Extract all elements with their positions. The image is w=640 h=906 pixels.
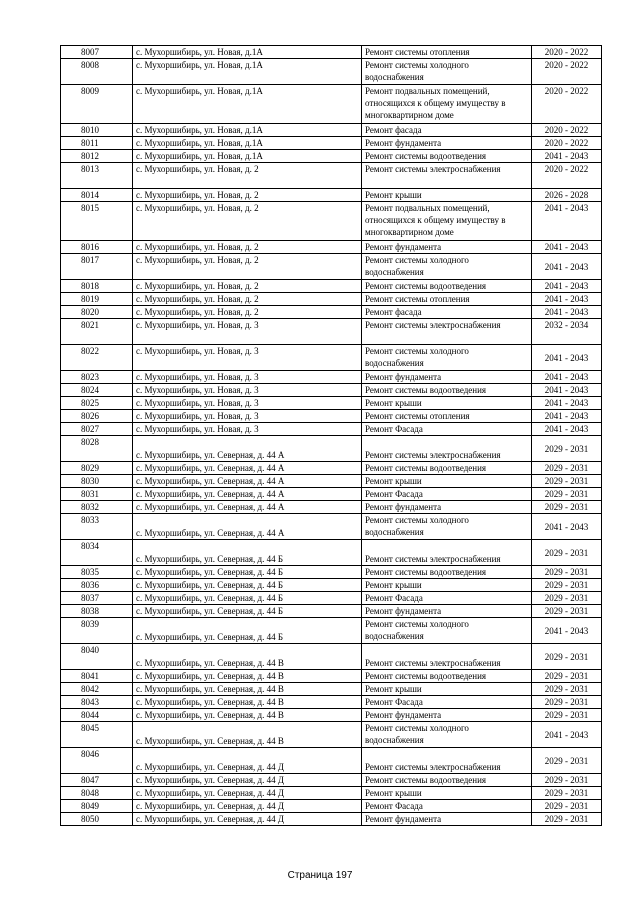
address-cell: с. Мухоршибирь, ул. Северная, д. 44 А [133,501,362,514]
row-number: 8032 [61,501,133,514]
row-number: 8018 [61,280,133,293]
period-cell: 2029 - 2031 [532,683,602,696]
row-number: 8042 [61,683,133,696]
work-type-cell: Ремонт системы водоотведения [362,462,532,475]
row-number: 8013 [61,163,133,189]
work-type-cell: Ремонт системы водоотведения [362,566,532,579]
work-type-cell: Ремонт фундамента [362,813,532,826]
work-type-cell: Ремонт системы электроснабжения [362,319,532,345]
row-number: 8028 [61,436,133,462]
period-cell: 2041 - 2043 [532,371,602,384]
work-type-cell: Ремонт Фасада [362,488,532,501]
period-cell: 2029 - 2031 [532,813,602,826]
table-row [61,46,602,59]
work-type-cell: Ремонт системы отопления [362,293,532,306]
table-row [61,605,602,618]
period-cell: 2041 - 2043 [532,618,602,644]
address-cell: с. Мухоршибирь, ул. Новая, д. 3 [133,397,362,410]
work-type-cell: Ремонт системы отопления [362,46,532,59]
table-row [61,306,602,319]
row-number: 8039 [61,618,133,644]
period-cell: 2029 - 2031 [532,605,602,618]
address-cell: с. Мухоршибирь, ул. Новая, д. 2 [133,306,362,319]
page-number: Страница 197 [287,870,353,881]
row-number: 8034 [61,540,133,566]
address-cell: с. Мухоршибирь, ул. Северная, д. 44 А [133,475,362,488]
row-number: 8022 [61,345,133,371]
period-cell: 2041 - 2043 [532,280,602,293]
row-number: 8041 [61,670,133,683]
address-cell: с. Мухоршибирь, ул. Новая, д.1А [133,59,362,85]
row-number: 8037 [61,592,133,605]
table-row [61,709,602,722]
row-number: 8008 [61,59,133,85]
table-row [61,345,602,371]
table-row [61,475,602,488]
period-cell: 2041 - 2043 [532,514,602,540]
table-row [61,241,602,254]
period-cell: 2032 - 2034 [532,319,602,345]
table-row [61,423,602,436]
period-cell: 2020 - 2022 [532,124,602,137]
period-cell: 2020 - 2022 [532,59,602,85]
table-row [61,202,602,241]
row-number: 8007 [61,46,133,59]
row-number: 8027 [61,423,133,436]
table-row [61,163,602,189]
address-cell: с. Мухоршибирь, ул. Северная, д. 44 В [133,683,362,696]
row-number: 8045 [61,722,133,748]
address-cell: с. Мухоршибирь, ул. Новая, д.1А [133,46,362,59]
address-cell: с. Мухоршибирь, ул. Новая, д. 3 [133,410,362,423]
work-type-cell: Ремонт системы холодного водоснабжения [362,722,532,748]
work-type-cell: Ремонт крыши [362,787,532,800]
table-body [61,46,602,826]
period-cell: 2029 - 2031 [532,787,602,800]
period-cell: 2041 - 2043 [532,384,602,397]
row-number: 8010 [61,124,133,137]
row-number: 8016 [61,241,133,254]
table-row [61,436,602,462]
work-type-cell: Ремонт системы отопления [362,410,532,423]
row-number: 8026 [61,410,133,423]
table-row [61,514,602,540]
work-type-cell: Ремонт системы холодного водоснабжения [362,254,532,280]
period-cell: 2020 - 2022 [532,137,602,150]
period-cell: 2041 - 2043 [532,306,602,319]
period-cell: 2029 - 2031 [532,579,602,592]
work-type-cell: Ремонт системы холодного водоснабжения [362,59,532,85]
work-type-cell: Ремонт системы холодного водоснабжения [362,618,532,644]
table-row [61,280,602,293]
period-cell: 2041 - 2043 [532,423,602,436]
row-number: 8047 [61,774,133,787]
work-type-cell: Ремонт системы водоотведения [362,150,532,163]
address-cell: с. Мухоршибирь, ул. Северная, д. 44 А [133,462,362,475]
row-number: 8012 [61,150,133,163]
work-type-cell: Ремонт фасада [362,124,532,137]
period-cell: 2020 - 2022 [532,46,602,59]
table-row [61,774,602,787]
row-number: 8025 [61,397,133,410]
table-row [61,319,602,345]
address-cell: с. Мухоршибирь, ул. Северная, д. 44 Д [133,813,362,826]
period-cell: 2029 - 2031 [532,709,602,722]
period-cell: 2029 - 2031 [532,644,602,670]
table-row [61,59,602,85]
row-number: 8048 [61,787,133,800]
row-number: 8014 [61,189,133,202]
address-cell: с. Мухоршибирь, ул. Северная, д. 44 Б [133,579,362,592]
address-cell: с. Мухоршибирь, ул. Новая, д. 2 [133,241,362,254]
work-type-cell: Ремонт Фасада [362,800,532,813]
work-type-cell: Ремонт крыши [362,579,532,592]
table-row [61,150,602,163]
row-number: 8017 [61,254,133,280]
period-cell: 2029 - 2031 [532,566,602,579]
address-cell: с. Мухоршибирь, ул. Северная, д. 44 Б [133,592,362,605]
table-row [61,293,602,306]
table-row [61,189,602,202]
address-cell: с. Мухоршибирь, ул. Новая, д.1А [133,137,362,150]
address-cell: с. Мухоршибирь, ул. Новая, д. 2 [133,189,362,202]
work-type-cell: Ремонт системы электроснабжения [362,540,532,566]
table-row [61,813,602,826]
table-row [61,683,602,696]
period-cell: 2026 - 2028 [532,189,602,202]
row-number: 8019 [61,293,133,306]
period-cell: 2041 - 2043 [532,254,602,280]
work-type-cell: Ремонт системы водоотведения [362,670,532,683]
work-type-cell: Ремонт системы электроснабжения [362,163,532,189]
address-cell: с. Мухоршибирь, ул. Северная, д. 44 Б [133,605,362,618]
period-cell: 2041 - 2043 [532,293,602,306]
work-type-cell: Ремонт Фасада [362,592,532,605]
period-cell: 2029 - 2031 [532,696,602,709]
period-cell: 2029 - 2031 [532,540,602,566]
table-row [61,488,602,501]
work-type-cell: Ремонт фасада [362,306,532,319]
work-type-cell: Ремонт фундамента [362,709,532,722]
row-number: 8043 [61,696,133,709]
work-type-cell: Ремонт системы электроснабжения [362,644,532,670]
table-row [61,384,602,397]
period-cell: 2029 - 2031 [532,670,602,683]
address-cell: с. Мухоршибирь, ул. Северная, д. 44 А [133,488,362,501]
period-cell: 2029 - 2031 [532,436,602,462]
address-cell: с. Мухоршибирь, ул. Новая, д. 3 [133,423,362,436]
period-cell: 2029 - 2031 [532,488,602,501]
table-row [61,644,602,670]
table-row [61,124,602,137]
table-row [61,670,602,683]
period-cell: 2029 - 2031 [532,475,602,488]
row-number: 8035 [61,566,133,579]
period-cell: 2029 - 2031 [532,774,602,787]
row-number: 8038 [61,605,133,618]
table-row [61,397,602,410]
work-type-cell: Ремонт фундамента [362,241,532,254]
work-type-cell: Ремонт Фасада [362,696,532,709]
row-number: 8011 [61,137,133,150]
address-cell: с. Мухоршибирь, ул. Новая, д. 2 [133,254,362,280]
address-cell: с. Мухоршибирь, ул. Новая, д. 3 [133,319,362,345]
table-row [61,501,602,514]
work-type-cell: Ремонт крыши [362,189,532,202]
row-number: 8036 [61,579,133,592]
address-cell: с. Мухоршибирь, ул. Новая, д.1А [133,124,362,137]
row-number: 8020 [61,306,133,319]
row-number: 8009 [61,85,133,124]
table-row [61,462,602,475]
row-number: 8015 [61,202,133,241]
address-cell: с. Мухоршибирь, ул. Северная, д. 44 В [133,670,362,683]
work-type-cell: Ремонт фундамента [362,137,532,150]
work-type-cell: Ремонт системы холодного водоснабжения [362,514,532,540]
address-cell: с. Мухоршибирь, ул. Северная, д. 44 Д [133,774,362,787]
address-cell: с. Мухоршибирь, ул. Северная, д. 44 Б [133,540,362,566]
row-number: 8044 [61,709,133,722]
period-cell: 2029 - 2031 [532,592,602,605]
table-row [61,800,602,813]
work-type-cell: Ремонт системы холодного водоснабжения [362,345,532,371]
work-type-cell: Ремонт Фасада [362,423,532,436]
table-row [61,748,602,774]
address-cell: с. Мухоршибирь, ул. Северная, д. 44 В [133,644,362,670]
address-cell: с. Мухоршибирь, ул. Северная, д. 44 Д [133,748,362,774]
period-cell: 2041 - 2043 [532,722,602,748]
address-cell: с. Мухоршибирь, ул. Северная, д. 44 В [133,696,362,709]
table-row [61,592,602,605]
period-cell: 2020 - 2022 [532,85,602,124]
work-type-cell: Ремонт крыши [362,475,532,488]
row-number: 8049 [61,800,133,813]
address-cell: с. Мухоршибирь, ул. Новая, д. 3 [133,384,362,397]
period-cell: 2041 - 2043 [532,397,602,410]
address-cell: с. Мухоршибирь, ул. Северная, д. 44 Д [133,800,362,813]
row-number: 8050 [61,813,133,826]
row-number: 8030 [61,475,133,488]
address-cell: с. Мухоршибирь, ул. Новая, д.1А [133,150,362,163]
work-type-cell: Ремонт подвальных помещений, относящихся к общему имуществу в многоквартирном доме [362,85,532,124]
period-cell: 2029 - 2031 [532,462,602,475]
work-type-cell: Ремонт системы электроснабжения [362,436,532,462]
address-cell: с. Мухоршибирь, ул. Северная, д. 44 А [133,514,362,540]
address-cell: с. Мухоршибирь, ул. Северная, д. 44 В [133,722,362,748]
row-number: 8024 [61,384,133,397]
address-cell: с. Мухоршибирь, ул. Северная, д. 44 Б [133,566,362,579]
row-number: 8031 [61,488,133,501]
table-row [61,540,602,566]
work-type-cell: Ремонт системы электроснабжения [362,748,532,774]
period-cell: 2029 - 2031 [532,748,602,774]
row-number: 8021 [61,319,133,345]
address-cell: с. Мухоршибирь, ул. Новая, д. 2 [133,202,362,241]
address-cell: с. Мухоршибирь, ул. Северная, д. 44 А [133,436,362,462]
period-cell: 2041 - 2043 [532,150,602,163]
row-number: 8046 [61,748,133,774]
period-cell: 2041 - 2043 [532,241,602,254]
work-type-cell: Ремонт системы водоотведения [362,774,532,787]
row-number: 8033 [61,514,133,540]
work-type-cell: Ремонт системы водоотведения [362,280,532,293]
table-row [61,410,602,423]
address-cell: с. Мухоршибирь, ул. Новая, д. 2 [133,280,362,293]
work-type-cell: Ремонт крыши [362,397,532,410]
table-row [61,579,602,592]
period-cell: 2020 - 2022 [532,163,602,189]
table-row [61,566,602,579]
address-cell: с. Мухоршибирь, ул. Северная, д. 44 Д [133,787,362,800]
work-type-cell: Ремонт фундамента [362,501,532,514]
address-cell: с. Мухоршибирь, ул. Новая, д. 2 [133,293,362,306]
table-row [61,787,602,800]
period-cell: 2029 - 2031 [532,800,602,813]
work-type-cell: Ремонт системы водоотведения [362,384,532,397]
address-cell: с. Мухоршибирь, ул. Новая, д. 3 [133,371,362,384]
work-type-cell: Ремонт подвальных помещений, относящихся к общему имуществу в многоквартирном доме [362,202,532,241]
address-cell: с. Мухоршибирь, ул. Новая, д. 2 [133,163,362,189]
period-cell: 2041 - 2043 [532,345,602,371]
work-type-cell: Ремонт фундамента [362,371,532,384]
table-row [61,85,602,124]
row-number: 8040 [61,644,133,670]
repair-schedule-table [60,45,602,826]
work-type-cell: Ремонт фундамента [362,605,532,618]
row-number: 8029 [61,462,133,475]
table-row [61,137,602,150]
address-cell: с. Мухоршибирь, ул. Новая, д.1А [133,85,362,124]
table-row [61,371,602,384]
row-number: 8023 [61,371,133,384]
period-cell: 2041 - 2043 [532,202,602,241]
address-cell: с. Мухоршибирь, ул. Северная, д. 44 В [133,709,362,722]
period-cell: 2041 - 2043 [532,410,602,423]
address-cell: с. Мухоршибирь, ул. Северная, д. 44 Б [133,618,362,644]
table-row [61,254,602,280]
table-row [61,696,602,709]
work-type-cell: Ремонт крыши [362,683,532,696]
address-cell: с. Мухоршибирь, ул. Новая, д. 3 [133,345,362,371]
table-row [61,618,602,644]
table-row [61,722,602,748]
period-cell: 2029 - 2031 [532,501,602,514]
